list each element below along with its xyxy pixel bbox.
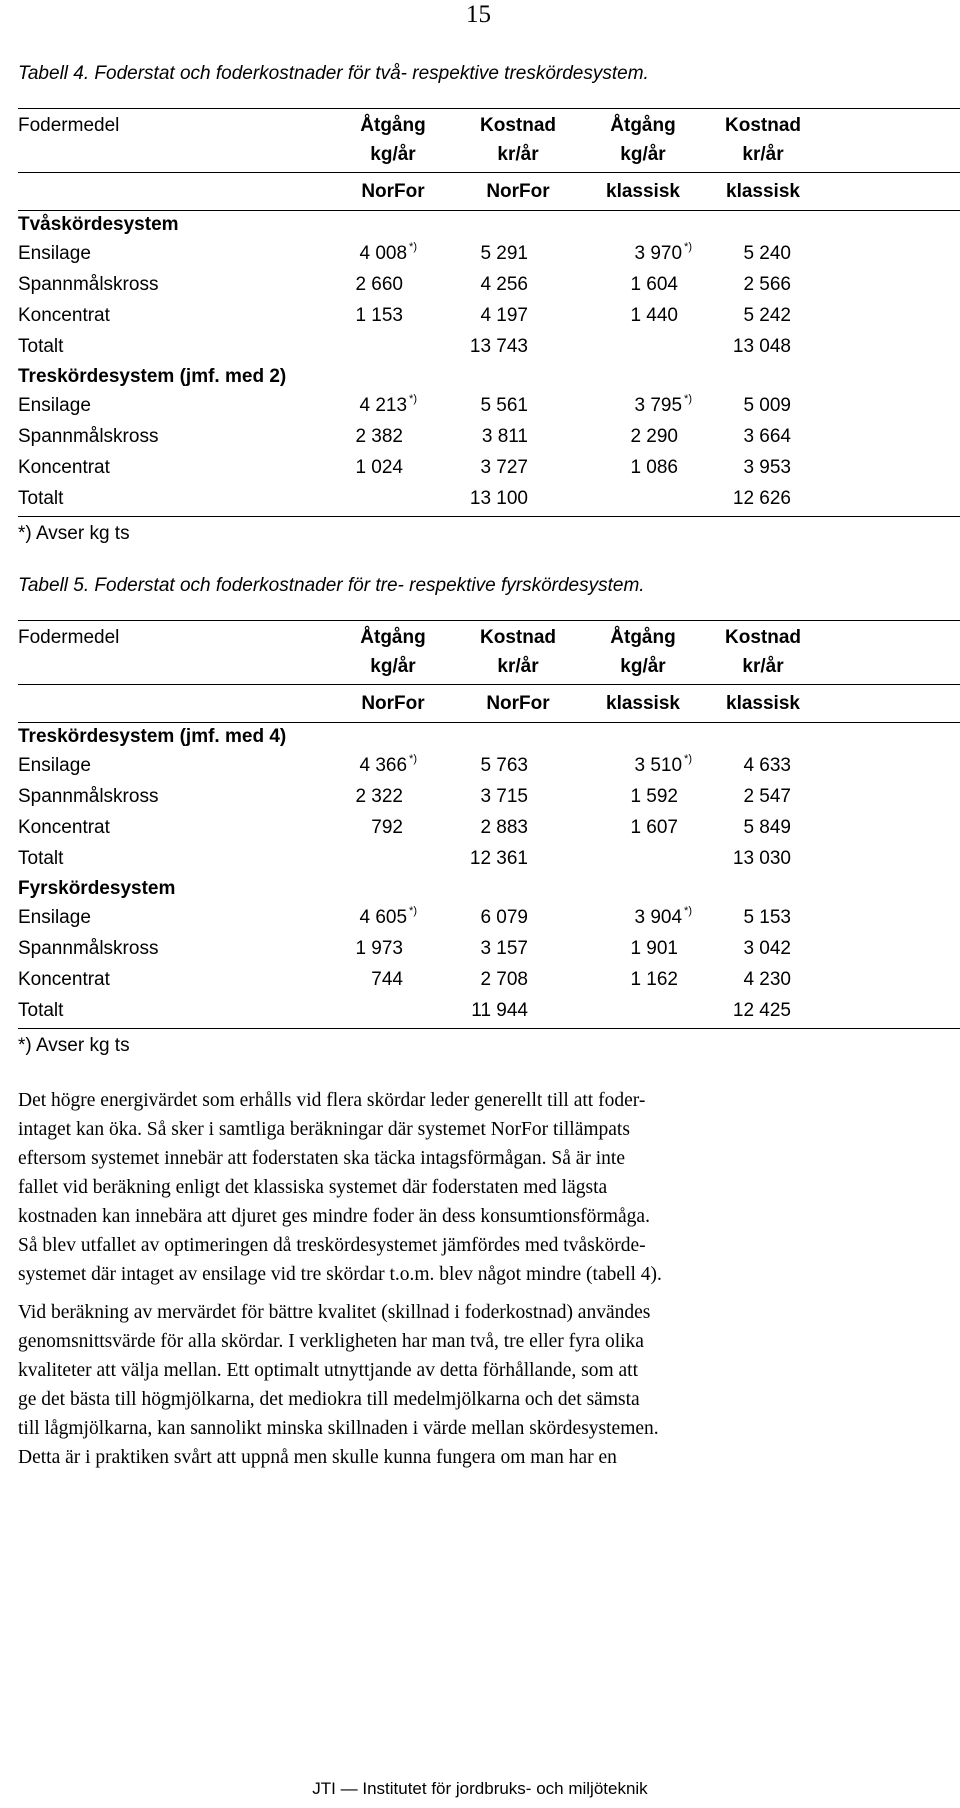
cell-value: 5 561 — [480, 395, 528, 416]
section-bottom-rule — [18, 516, 960, 517]
table-row — [18, 964, 960, 995]
cell-value: 1 592 — [630, 786, 678, 807]
cell-value: 3 811 — [481, 426, 528, 447]
table-row — [18, 902, 960, 933]
table-row — [18, 390, 960, 421]
table-cell — [480, 390, 528, 421]
table-cell — [743, 421, 791, 452]
table-row — [18, 238, 960, 269]
table-cell — [355, 300, 403, 331]
section-title: Fyrskördesystem — [18, 878, 176, 899]
column-system: klassisk — [726, 693, 800, 714]
table-cell — [480, 750, 528, 781]
table-row — [18, 843, 960, 874]
section-title: Tvåskördesystem — [18, 214, 179, 235]
table-caption: Tabell 4. Foderstat och foderkostnader för två- respektive treskördesystem. — [18, 63, 649, 84]
section-title-row — [18, 362, 960, 390]
cell-value: 3 715 — [480, 786, 528, 807]
text-line: kvaliteter att välja mellan. Ett optimalt utnyttjande av detta förhållande, som att — [18, 1360, 639, 1381]
table-cell — [635, 750, 693, 781]
cell-value: 5 849 — [743, 817, 791, 838]
table-cell — [355, 781, 403, 812]
table-cell — [480, 269, 528, 300]
section-title-row — [18, 874, 960, 902]
row-label: Totalt — [18, 336, 64, 357]
table-cell — [635, 238, 693, 269]
footnote-marker: *) — [409, 393, 417, 405]
column-unit: kr/år — [497, 144, 539, 165]
cell-value: 2 708 — [480, 969, 528, 990]
header-system-row — [18, 686, 960, 722]
table-cell — [470, 843, 528, 874]
column-header: Åtgång — [360, 627, 426, 648]
table-cell — [743, 269, 791, 300]
table-cell — [355, 421, 403, 452]
table-row — [18, 995, 960, 1026]
table-header-rule — [18, 172, 960, 173]
column-unit: kg/år — [620, 656, 666, 677]
column-unit: kr/år — [497, 656, 539, 677]
section-title-row — [18, 210, 960, 238]
table-cell — [360, 238, 418, 269]
table-cell — [733, 483, 791, 514]
cell-value: 1 604 — [630, 274, 678, 295]
cell-value: 5 240 — [743, 243, 791, 264]
table-top-rule — [18, 108, 960, 109]
column-system: NorFor — [361, 181, 425, 202]
row-label: Totalt — [18, 488, 64, 509]
text-line: eftersom systemet innebär att foderstaten ska täcka intagsförmågan. Så är inte — [18, 1148, 625, 1169]
table-cell — [482, 421, 528, 452]
row-label: Spannmålskross — [18, 938, 159, 959]
column-system: klassisk — [606, 181, 680, 202]
table-caption: Tabell 5. Foderstat och foderkostnader för tre- respektive fyrskördesystem. — [18, 575, 645, 596]
row-label: Totalt — [18, 1000, 64, 1021]
table-cell — [371, 812, 403, 843]
table-cell — [480, 964, 528, 995]
header-unit-row — [18, 652, 960, 682]
table-footnote — [18, 1026, 960, 1062]
footnote-text: *) Avser kg ts — [18, 1035, 130, 1056]
cell-value: 3 727 — [480, 457, 528, 478]
table-cell — [743, 812, 791, 843]
column-unit: kg/år — [370, 144, 416, 165]
table-row — [18, 300, 960, 331]
table-cell — [470, 331, 528, 362]
table-cell — [743, 390, 791, 421]
row-label: Koncentrat — [18, 817, 110, 838]
paragraph — [18, 1298, 942, 1472]
table-cell — [743, 902, 791, 933]
table-cell — [743, 964, 791, 995]
column-header: Åtgång — [610, 115, 676, 136]
table-cell — [743, 933, 791, 964]
column-header: Kostnad — [725, 115, 801, 136]
section-title: Treskördesystem (jmf. med 2) — [18, 366, 287, 387]
cell-value: 2 883 — [480, 817, 528, 838]
footnote-marker: *) — [684, 393, 692, 405]
table-row — [18, 421, 960, 452]
cell-value: 2 547 — [743, 786, 791, 807]
table-body — [18, 624, 960, 1062]
table-cell — [630, 933, 678, 964]
column-system: klassisk — [606, 693, 680, 714]
cell-value: 12 361 — [469, 848, 528, 869]
table-subheader-rule — [18, 722, 960, 723]
table-subheader-rule — [18, 210, 960, 211]
table-row — [18, 933, 960, 964]
cell-value: 3 510 — [634, 755, 683, 776]
table-cell — [630, 812, 678, 843]
section-bottom-rule — [18, 1028, 960, 1029]
table-row — [18, 452, 960, 483]
cell-value: 13 743 — [469, 336, 528, 357]
page-number: 15 — [466, 1, 491, 28]
cell-value: 4 633 — [743, 755, 791, 776]
column-header: Kostnad — [725, 627, 801, 648]
cell-value: 1 153 — [355, 305, 403, 326]
cell-value: 5 763 — [480, 755, 528, 776]
row-label: Ensilage — [18, 395, 91, 416]
table-cell — [743, 238, 791, 269]
table-cell — [480, 902, 528, 933]
footer-text: JTI — Institutet för jordbruks- och miljöteknik — [312, 1779, 648, 1798]
footnote-marker: *) — [684, 241, 692, 253]
column-unit: kr/år — [742, 144, 784, 165]
column-header: Åtgång — [610, 627, 676, 648]
text-line: Så blev utfallet av optimeringen då treskördesystemet jämfördes med tvåskörde- — [18, 1235, 646, 1256]
table-cell — [480, 452, 528, 483]
table-cell — [355, 452, 403, 483]
footnote-text: *) Avser kg ts — [18, 523, 130, 544]
text-line: Vid beräkning av mervärdet för bättre kvalitet (skillnad i foderkostnad) användes — [18, 1302, 651, 1323]
table-cell — [480, 238, 528, 269]
column-system: NorFor — [361, 693, 425, 714]
row-label: Spannmålskross — [18, 426, 159, 447]
column-system: NorFor — [486, 693, 550, 714]
cell-value: 3 795 — [634, 395, 683, 416]
column-header: Kostnad — [480, 627, 556, 648]
footnote-marker: *) — [409, 905, 417, 917]
cell-value: 1 440 — [630, 305, 678, 326]
footnote-marker: *) — [409, 241, 417, 253]
column-header: Fodermedel — [18, 627, 120, 648]
table-cell — [743, 300, 791, 331]
column-unit: kg/år — [370, 656, 416, 677]
column-unit: kr/år — [742, 656, 784, 677]
table-cell — [635, 902, 693, 933]
cell-value: 3 953 — [743, 457, 791, 478]
cell-value: 3 157 — [480, 938, 528, 959]
table-row — [18, 269, 960, 300]
text-line: intaget kan öka. Så sker i samtliga beräkningar där systemet NorFor tillämpats — [18, 1119, 630, 1140]
cell-value: 12 626 — [732, 488, 791, 509]
section-title: Treskördesystem (jmf. med 4) — [18, 726, 287, 747]
column-system: klassisk — [726, 181, 800, 202]
table-cell — [480, 781, 528, 812]
cell-value: 4 366 — [359, 755, 408, 776]
table-cell — [733, 843, 791, 874]
cell-value: 13 030 — [732, 848, 791, 869]
cell-value: 1 024 — [355, 457, 403, 478]
column-header: Åtgång — [360, 115, 426, 136]
table-cell — [630, 269, 678, 300]
table-cell — [355, 269, 403, 300]
text-line: fallet vid beräkning enligt det klassiska systemet där foderstaten med lägsta — [18, 1177, 608, 1198]
table-cell — [480, 933, 528, 964]
table-row — [18, 331, 960, 362]
table-header-rule — [18, 684, 960, 685]
cell-value: 4 256 — [480, 274, 528, 295]
cell-value: 2 382 — [355, 426, 403, 447]
cell-value: 1 901 — [630, 938, 678, 959]
table-cell — [630, 421, 678, 452]
cell-value: 1 086 — [630, 457, 678, 478]
table-cell — [480, 812, 528, 843]
table-footnote — [18, 514, 960, 550]
row-label: Koncentrat — [18, 969, 110, 990]
table-row — [18, 483, 960, 514]
row-label: Ensilage — [18, 243, 91, 264]
cell-value: 4 605 — [359, 907, 408, 928]
text-line: kostnaden kan innebära att djuret ges mindre foder än dess konsumtionsförmåga. — [18, 1206, 650, 1227]
table-cell — [480, 300, 528, 331]
table-row — [18, 781, 960, 812]
paragraph — [18, 1086, 942, 1289]
row-label: Totalt — [18, 848, 64, 869]
table-cell — [743, 781, 791, 812]
table-cell — [360, 390, 418, 421]
table-body — [18, 112, 960, 550]
text-line: Det högre energivärdet som erhålls vid flera skördar leder generellt till att foder- — [18, 1090, 646, 1111]
header-system-row — [18, 174, 960, 210]
cell-value: 3 970 — [634, 243, 683, 264]
table-cell — [630, 300, 678, 331]
cell-value: 3 904 — [634, 907, 683, 928]
column-header: Kostnad — [480, 115, 556, 136]
row-label: Spannmålskross — [18, 274, 159, 295]
table-cell — [371, 964, 403, 995]
row-label: Spannmålskross — [18, 786, 159, 807]
cell-value: 5 291 — [480, 243, 528, 264]
text-line: genomsnittsvärde för alla skördar. I verkligheten har man två, tre eller fyra olika — [18, 1331, 644, 1352]
cell-value: 12 425 — [732, 1000, 791, 1021]
table-cell — [630, 452, 678, 483]
cell-value: 13 048 — [732, 336, 791, 357]
text-line: ge det bästa till högmjölkarna, det mediokra till medelmjölkarna och det sämsta — [18, 1389, 640, 1410]
text-line: Detta är i praktiken svårt att uppnå men skulle kunna fungera om man har en — [18, 1447, 617, 1468]
text-line: till lågmjölkarna, kan sannolikt minska skillnaden i värde mellan skördesystemen. — [18, 1418, 659, 1439]
table-cell — [743, 750, 791, 781]
cell-value: 4 213 — [359, 395, 408, 416]
cell-value: 1 162 — [630, 969, 678, 990]
header-row — [18, 624, 960, 652]
cell-value: 3 664 — [743, 426, 791, 447]
table-cell — [360, 902, 418, 933]
cell-value: 1 973 — [355, 938, 403, 959]
cell-value: 4 008 — [359, 243, 408, 264]
column-header: Fodermedel — [18, 115, 120, 136]
table-row — [18, 750, 960, 781]
table-cell — [630, 781, 678, 812]
cell-value: 5 242 — [743, 305, 791, 326]
cell-value: 2 566 — [743, 274, 791, 295]
table-cell — [743, 452, 791, 483]
cell-value: 11 944 — [471, 1000, 528, 1021]
row-label: Koncentrat — [18, 305, 110, 326]
cell-value: 3 042 — [743, 938, 791, 959]
cell-value: 4 197 — [480, 305, 528, 326]
cell-value: 4 230 — [743, 969, 791, 990]
table-cell — [355, 933, 403, 964]
cell-value: 2 290 — [630, 426, 678, 447]
table-row — [18, 812, 960, 843]
cell-value: 13 100 — [469, 488, 528, 509]
cell-value: 744 — [371, 969, 403, 990]
column-system: NorFor — [486, 181, 550, 202]
cell-value: 1 607 — [630, 817, 678, 838]
cell-value: 6 079 — [480, 907, 528, 928]
footnote-marker: *) — [684, 753, 692, 765]
row-label: Ensilage — [18, 907, 91, 928]
cell-value: 2 322 — [355, 786, 403, 807]
table-cell — [635, 390, 693, 421]
header-row — [18, 112, 960, 140]
table-cell — [733, 995, 791, 1026]
cell-value: 2 660 — [355, 274, 403, 295]
column-unit: kg/år — [620, 144, 666, 165]
table-cell — [360, 750, 418, 781]
table-top-rule — [18, 620, 960, 621]
cell-value: 5 153 — [743, 907, 791, 928]
footnote-marker: *) — [684, 905, 692, 917]
text-line: systemet där intaget av ensilage vid tre skördar t.o.m. blev något mindre (tabell 4). — [18, 1264, 662, 1285]
cell-value: 5 009 — [743, 395, 791, 416]
section-title-row — [18, 722, 960, 750]
table-cell — [470, 483, 528, 514]
table-cell — [733, 331, 791, 362]
table-cell — [630, 964, 678, 995]
footnote-marker: *) — [409, 753, 417, 765]
cell-value: 792 — [371, 817, 403, 838]
row-label: Koncentrat — [18, 457, 110, 478]
row-label: Ensilage — [18, 755, 91, 776]
table-cell — [471, 995, 528, 1026]
header-unit-row — [18, 140, 960, 170]
